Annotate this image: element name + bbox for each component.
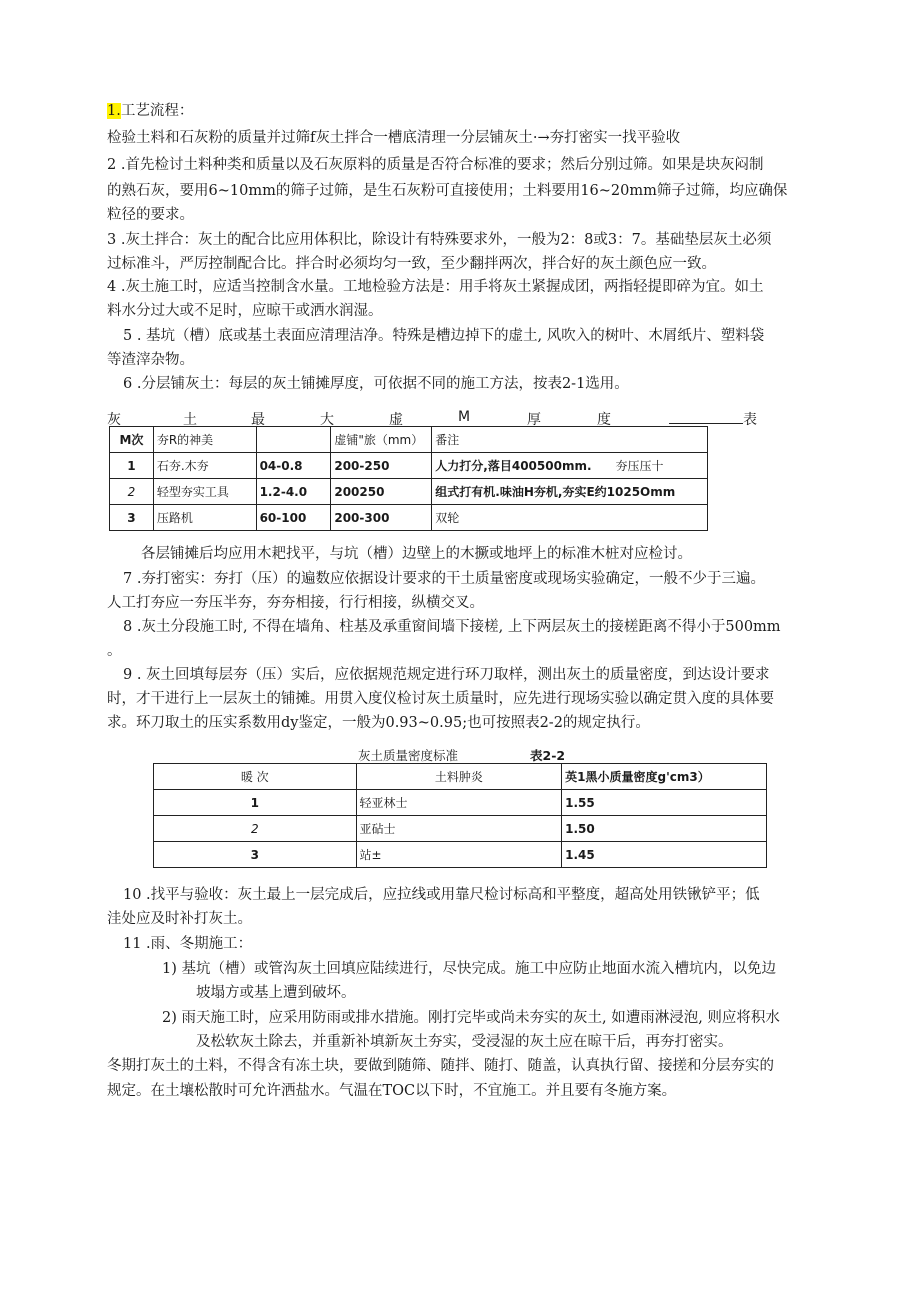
para-4-line-1: 4 .灰土施工时，应适当控制含水量。工地检验方法是：用手将灰土紧握成团，两指轻提即碎为宜。如土 bbox=[107, 279, 764, 295]
para-11-line-1: 10 .找平与验收：灰土最上一层完成后，应拉线或用靠尺检讨标高和平整度，超高处用铁锹铲平；低 bbox=[123, 887, 760, 903]
table-2-2 bbox=[153, 763, 767, 868]
table-cell: 3 bbox=[110, 505, 154, 531]
para-12: 11 .雨、冬期施工： bbox=[123, 936, 253, 952]
remark-extra: 夯压压十 bbox=[615, 459, 664, 473]
table-cell: 04-0.8 bbox=[256, 453, 331, 479]
table-cell: 2 bbox=[154, 816, 357, 842]
table-2-2-label: 表2-2 bbox=[530, 748, 566, 763]
para-15-line-1: 冬期打灰土的土料，不得含有冻土块，要做到随筛、随拌、随打、随盖，认真执行留、接搓和分层夯实的 bbox=[107, 1058, 774, 1074]
caption-char: 表 bbox=[743, 412, 757, 428]
section-number: 1. bbox=[107, 103, 121, 119]
table-cell: 轻型夯实工具 bbox=[153, 479, 256, 505]
section-title: 工艺流程： bbox=[120, 103, 194, 119]
caption-char: 大 bbox=[320, 412, 334, 428]
table-cell: 1 bbox=[154, 790, 357, 816]
para-5-line-1: 5 . 基坑（槽）底或基土表面应清理洁净。特殊是槽边掉下的虚土, 风吹入的树叶、木屑纸片、塑料袋 bbox=[123, 328, 765, 344]
table-header-cell: 虚铺"旅（mm） bbox=[331, 427, 432, 453]
para-2-line-1: 2 .首先检讨土料种类和质量以及石灰原料的质量是否符合标准的要求；然后分别过筛。如果是块灰闷制 bbox=[107, 157, 764, 173]
caption-char: 度 bbox=[597, 412, 611, 428]
table-row bbox=[154, 816, 767, 842]
para-7: 各层铺摊后均应用木耙找平，与坑（槽）边壁上的木撅或地坪上的标准木桩对应检讨。 bbox=[141, 546, 692, 562]
para-2-line-2: 的熟石灰，要用6~10mm的筛子过筛，是生石灰粉可直接使用；土料要用16~20mm筛子过筛，均应确保 bbox=[107, 183, 788, 199]
para-8-line-2: 人工打夯应一夯压半夯，夯夯相接，行行相接，纵横交叉。 bbox=[107, 595, 484, 611]
para-14-line-1: 2) 雨天施工时，应采用防雨或排水措施。刚打完毕或尚未夯实的灰土, 如遭雨淋浸泡, 则应将积水 bbox=[162, 1010, 780, 1026]
table-cell: 200250 bbox=[331, 479, 432, 505]
para-3-line-1: 3 .灰土拌合：灰土的配合比应用体积比，除设计有特殊要求外，一般为2：8或3：7。基础垫层灰土必须 bbox=[107, 232, 772, 248]
table-header-cell: 英1黑小质量密度g'cm3） bbox=[562, 764, 767, 790]
para-8-line-1: 7 .夯打密实：夯打（压）的遍数应依据设计要求的干土质量密度或现场实验确定，一般不少于三遍。 bbox=[123, 571, 765, 587]
table-cell: 200-300 bbox=[331, 505, 432, 531]
table-header-row bbox=[110, 427, 708, 453]
table-cell: 1.55 bbox=[562, 790, 767, 816]
table-cell: 200-250 bbox=[331, 453, 432, 479]
para-10-line-1: 9 . 灰土回填每层夯（压）实后，应依据规范规定进行环刀取样，测出灰土的质量密度，到达设计要求 bbox=[123, 667, 770, 683]
para-2-line-3: 粒径的要求。 bbox=[107, 207, 194, 223]
para-11-line-2: 洼处应及时补打灰土。 bbox=[107, 911, 252, 927]
para-13-line-1: 1) 基坑（槽）或管沟灰土回填应陆续进行，尽快完成。施工中应防止地面水流入槽坑内，以免边 bbox=[162, 961, 776, 977]
para-13-line-2: 坡塌方或基上遭到破坏。 bbox=[196, 985, 356, 1001]
remark-text: 人力打分,落目400500mm. bbox=[435, 459, 592, 473]
para-5-line-2: 等渣滓杂物。 bbox=[107, 352, 194, 368]
caption-underline bbox=[669, 409, 743, 424]
table-row bbox=[110, 453, 708, 479]
table-header-cell: 土料肿炎 bbox=[356, 764, 562, 790]
caption-char: 灰 bbox=[107, 412, 121, 428]
para-10-line-2: 时，才干进行上一层灰土的铺摊。用贯入度仪检讨灰土质量时，应先进行现场实验以确定贯入度的具体要 bbox=[107, 691, 774, 707]
para-15-line-2: 规定。在土壤松散时可允许洒盐水。气温在TOC以下时，不宜施工。并且要有冬施方案。 bbox=[107, 1083, 677, 1099]
table-cell: 1.45 bbox=[562, 842, 767, 868]
para-6: 6 .分层铺灰土：每层的灰土铺摊厚度，可依据不同的施工方法，按表2-1选用。 bbox=[123, 376, 629, 392]
para-10-line-3: 求。环刀取土的压实系数用dy鉴定，一般为0.93~0.95;也可按照表2-2的规定执行。 bbox=[107, 715, 650, 731]
table-row bbox=[154, 842, 767, 868]
caption-char: 土 bbox=[183, 412, 197, 428]
table-header-cell: 夯R的神美 bbox=[153, 427, 256, 453]
caption-char: M bbox=[458, 409, 471, 425]
caption-char: 厚 bbox=[527, 412, 541, 428]
table-header-cell: 暖 次 bbox=[154, 764, 357, 790]
table-cell: 1 bbox=[110, 453, 154, 479]
process-flow: 检验土料和石灰粉的质量并过筛f灰土拌合一槽底清理一分层铺灰土·→夯打密实一找平验收 bbox=[107, 130, 681, 146]
table-header-cell: M次 bbox=[110, 427, 154, 453]
table-cell: 2 bbox=[110, 479, 154, 505]
para-4-line-2: 料水分过大或不足时，应晾干或洒水润湿。 bbox=[107, 303, 383, 319]
para-3-line-2: 过标准斗，严厉控制配合比。拌合时必须均匀一致，至少翻拌两次，拌合好的灰土颜色应一致。 bbox=[107, 256, 716, 272]
table-row bbox=[110, 479, 708, 505]
table-header-cell: 番注 bbox=[432, 427, 708, 453]
table-header-row bbox=[154, 764, 767, 790]
table-cell: 双轮 bbox=[432, 505, 708, 531]
table-cell: 3 bbox=[154, 842, 357, 868]
table-cell: 60-100 bbox=[256, 505, 331, 531]
section-1-heading bbox=[107, 100, 817, 122]
para-9-line-2: 。 bbox=[107, 643, 122, 659]
table-cell: 站± bbox=[356, 842, 562, 868]
table-2-2-title: 灰土质量密度标准 bbox=[358, 748, 459, 763]
table-cell: 1.50 bbox=[562, 816, 767, 842]
caption-char: 虚 bbox=[389, 412, 403, 428]
para-14-line-2: 及松软灰土除去，并重新补填新灰土夯实，受浸湿的灰土应在晾干后，再夯打密实。 bbox=[196, 1034, 733, 1050]
table-cell: 亚砧士 bbox=[356, 816, 562, 842]
table-header-cell bbox=[256, 427, 331, 453]
table-cell: 组式打有机.味油H夯机,夯实E约1025Omm bbox=[432, 479, 708, 505]
table-cell: 石夯.木夯 bbox=[153, 453, 256, 479]
caption-char: 最 bbox=[251, 412, 265, 428]
table-cell: 1.2-4.0 bbox=[256, 479, 331, 505]
table-cell: 压路机 bbox=[153, 505, 256, 531]
table-row bbox=[154, 790, 767, 816]
table-cell bbox=[432, 453, 708, 479]
para-9-line-1: 8 .灰土分段施工时, 不得在墙角、柱基及承重窗间墙下接槎, 上下两层灰土的接槎距离不得小于500mm bbox=[123, 619, 781, 635]
table-row bbox=[110, 505, 708, 531]
table-cell: 轻亚林士 bbox=[356, 790, 562, 816]
table-2-1 bbox=[109, 426, 708, 531]
